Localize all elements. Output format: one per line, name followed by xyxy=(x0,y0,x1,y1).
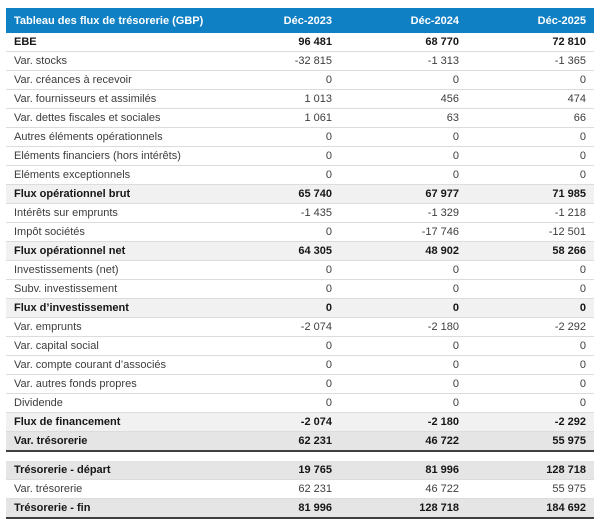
row-label: Var. trésorerie xyxy=(6,432,213,452)
table-row xyxy=(6,394,594,413)
row-label: Var. emprunts xyxy=(6,318,213,337)
row-label: EBE xyxy=(6,33,213,52)
cell-value: 46 722 xyxy=(340,480,467,499)
cell-value: 63 xyxy=(340,109,467,128)
table-row xyxy=(6,90,594,109)
cell-value: -1 365 xyxy=(467,52,594,71)
table-row xyxy=(6,166,594,185)
cell-value: 0 xyxy=(340,147,467,166)
cell-value: 0 xyxy=(213,166,340,185)
cash-flow-table xyxy=(6,8,594,519)
table-body-summary xyxy=(6,461,594,518)
cell-value: 0 xyxy=(213,147,340,166)
row-label: Var. créances à recevoir xyxy=(6,71,213,90)
cell-value: 474 xyxy=(467,90,594,109)
table-row xyxy=(6,128,594,147)
cell-value: 0 xyxy=(340,128,467,147)
table-header xyxy=(6,8,594,33)
cell-value: 19 765 xyxy=(213,461,340,480)
table-row xyxy=(6,480,594,499)
column-header-dec-2024: Déc-2024 xyxy=(340,8,467,33)
cell-value: 1 061 xyxy=(213,109,340,128)
table-row xyxy=(6,299,594,318)
cell-value: 0 xyxy=(340,356,467,375)
cell-value: 65 740 xyxy=(213,185,340,204)
cell-value: 72 810 xyxy=(467,33,594,52)
cell-value: 128 718 xyxy=(467,461,594,480)
cell-value: 0 xyxy=(213,280,340,299)
table-row xyxy=(6,337,594,356)
table-row xyxy=(6,185,594,204)
table-row xyxy=(6,204,594,223)
cell-value: 64 305 xyxy=(213,242,340,261)
cell-value: 0 xyxy=(213,128,340,147)
cell-value: 68 770 xyxy=(340,33,467,52)
cell-value: 0 xyxy=(467,128,594,147)
cell-value: 67 977 xyxy=(340,185,467,204)
row-label: Var. trésorerie xyxy=(6,480,213,499)
cell-value: 0 xyxy=(467,394,594,413)
cell-value: 0 xyxy=(340,375,467,394)
table-row xyxy=(6,261,594,280)
cell-value: 184 692 xyxy=(467,499,594,519)
row-label: Flux d’investissement xyxy=(6,299,213,318)
cell-value: 71 985 xyxy=(467,185,594,204)
cell-value: 0 xyxy=(340,71,467,90)
row-label: Trésorerie - départ xyxy=(6,461,213,480)
row-label: Var. dettes fiscales et sociales xyxy=(6,109,213,128)
row-label: Eléments financiers (hors intérêts) xyxy=(6,147,213,166)
table-row xyxy=(6,109,594,128)
cell-value: 96 481 xyxy=(213,33,340,52)
table-row xyxy=(6,280,594,299)
table-row xyxy=(6,413,594,432)
cell-value: -1 435 xyxy=(213,204,340,223)
table-row xyxy=(6,33,594,52)
row-label: Var. compte courant d’associés xyxy=(6,356,213,375)
cell-value: 0 xyxy=(340,166,467,185)
cell-value: 81 996 xyxy=(213,499,340,519)
cell-value: -1 313 xyxy=(340,52,467,71)
table-row xyxy=(6,147,594,166)
table-row xyxy=(6,52,594,71)
cell-value: 0 xyxy=(467,280,594,299)
column-header-dec-2025: Déc-2025 xyxy=(467,8,594,33)
cell-value: -2 180 xyxy=(340,318,467,337)
cell-value: 0 xyxy=(467,375,594,394)
cell-value: 1 013 xyxy=(213,90,340,109)
column-header-dec-2023: Déc-2023 xyxy=(213,8,340,33)
cell-value: 0 xyxy=(467,147,594,166)
cell-value: 0 xyxy=(340,299,467,318)
cell-value: -32 815 xyxy=(213,52,340,71)
cell-value: 0 xyxy=(213,223,340,242)
table-row xyxy=(6,432,594,452)
cell-value: -1 329 xyxy=(340,204,467,223)
row-label: Var. stocks xyxy=(6,52,213,71)
cell-value: 0 xyxy=(467,166,594,185)
table-row xyxy=(6,223,594,242)
cell-value: 62 231 xyxy=(213,432,340,452)
row-label: Flux opérationnel brut xyxy=(6,185,213,204)
row-label: Var. fournisseurs et assimilés xyxy=(6,90,213,109)
cell-value: 0 xyxy=(467,299,594,318)
row-label: Var. autres fonds propres xyxy=(6,375,213,394)
cell-value: 66 xyxy=(467,109,594,128)
table-row xyxy=(6,356,594,375)
table-title: Tableau des flux de trésorerie (GBP) xyxy=(6,8,213,33)
cell-value: 0 xyxy=(213,375,340,394)
cell-value: 55 975 xyxy=(467,432,594,452)
cell-value: 0 xyxy=(213,71,340,90)
cell-value: 0 xyxy=(213,337,340,356)
row-label: Intérêts sur emprunts xyxy=(6,204,213,223)
table-spacer xyxy=(6,451,594,461)
cell-value: -2 180 xyxy=(340,413,467,432)
cell-value: 48 902 xyxy=(340,242,467,261)
cell-value: 0 xyxy=(340,261,467,280)
cell-value: 58 266 xyxy=(467,242,594,261)
table-row xyxy=(6,461,594,480)
row-label: Impôt sociétés xyxy=(6,223,213,242)
cell-value: 81 996 xyxy=(340,461,467,480)
cell-value: 0 xyxy=(213,356,340,375)
cell-value: -2 292 xyxy=(467,318,594,337)
cell-value: 55 975 xyxy=(467,480,594,499)
cell-value: 62 231 xyxy=(213,480,340,499)
cell-value: 0 xyxy=(467,337,594,356)
cell-value: 0 xyxy=(213,261,340,280)
row-label: Flux opérationnel net xyxy=(6,242,213,261)
cell-value: 46 722 xyxy=(340,432,467,452)
table-row xyxy=(6,71,594,90)
row-label: Dividende xyxy=(6,394,213,413)
row-label: Trésorerie - fin xyxy=(6,499,213,519)
cell-value: 0 xyxy=(340,337,467,356)
cell-value: 0 xyxy=(467,356,594,375)
cell-value: 0 xyxy=(467,261,594,280)
table-row xyxy=(6,318,594,337)
table-row xyxy=(6,499,594,519)
cell-value: -2 074 xyxy=(213,413,340,432)
table-row xyxy=(6,242,594,261)
cell-value: 0 xyxy=(213,299,340,318)
cell-value: 0 xyxy=(340,394,467,413)
row-label: Autres éléments opérationnels xyxy=(6,128,213,147)
cell-value: -1 218 xyxy=(467,204,594,223)
cell-value: -2 074 xyxy=(213,318,340,337)
row-label: Eléments exceptionnels xyxy=(6,166,213,185)
row-label: Subv. investissement xyxy=(6,280,213,299)
table-body-main xyxy=(6,33,594,451)
table-row xyxy=(6,375,594,394)
cell-value: 0 xyxy=(467,71,594,90)
cell-value: -2 292 xyxy=(467,413,594,432)
cell-value: 456 xyxy=(340,90,467,109)
cell-value: 0 xyxy=(340,280,467,299)
spacer-row xyxy=(6,451,594,461)
cell-value: 128 718 xyxy=(340,499,467,519)
row-label: Flux de financement xyxy=(6,413,213,432)
row-label: Var. capital social xyxy=(6,337,213,356)
cell-value: 0 xyxy=(213,394,340,413)
row-label: Investissements (net) xyxy=(6,261,213,280)
cell-value: -12 501 xyxy=(467,223,594,242)
table-header-row xyxy=(6,8,594,33)
cell-value: -17 746 xyxy=(340,223,467,242)
